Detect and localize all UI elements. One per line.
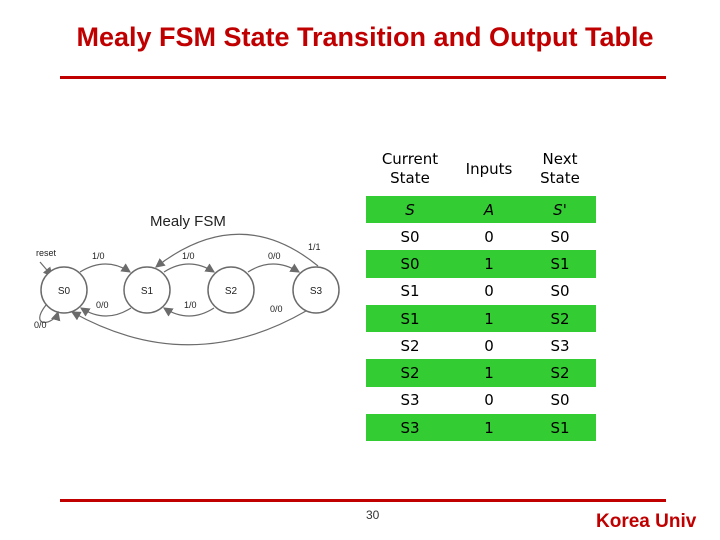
table-row [366, 250, 596, 277]
footer-brand: Korea Univ [596, 511, 697, 532]
cell-next: S2 [524, 305, 596, 332]
cell-current: S1 [366, 278, 454, 305]
table-row [366, 414, 596, 441]
cell-next: S1 [524, 414, 596, 441]
table-row [366, 223, 596, 250]
cell-next: S1 [524, 250, 596, 277]
transition-s0-self-label: 0/0 [34, 320, 47, 330]
state-s2 [208, 267, 254, 313]
cell-current: S0 [366, 250, 454, 277]
state-s1-label: S1 [140, 286, 154, 297]
symbol-input: A [454, 196, 524, 223]
cell-current: S2 [366, 359, 454, 386]
header-next-state-line2: State [540, 169, 580, 187]
transition-s3-s0-label: 0/0 [270, 304, 283, 314]
transition-s0-s1 [80, 264, 130, 272]
cell-current: S3 [366, 414, 454, 441]
cell-next: S0 [524, 223, 596, 250]
mealy-fsm-diagram [0, 200, 350, 350]
cell-current: S0 [366, 223, 454, 250]
transition-s2-s3-label: 0/0 [268, 251, 281, 261]
title-divider [60, 76, 666, 79]
state-s1 [124, 267, 170, 313]
state-s0-label: S0 [57, 286, 71, 297]
table-row [366, 332, 596, 359]
table-row [366, 387, 596, 414]
header-current-state-line1: Current [381, 150, 439, 168]
cell-next: S0 [524, 278, 596, 305]
header-next-state [524, 142, 596, 196]
cell-current: S3 [366, 387, 454, 414]
cell-next: S2 [524, 359, 596, 386]
transition-s3-s1-label: 1/1 [308, 242, 321, 252]
cell-input: 1 [454, 414, 524, 441]
diagram-title: Mealy FSM [150, 213, 226, 230]
transition-s1-s2-label: 1/0 [182, 251, 195, 261]
cell-current: S1 [366, 305, 454, 332]
symbol-row [366, 196, 596, 223]
cell-next: S0 [524, 387, 596, 414]
header-next-state-line1: Next [542, 150, 578, 168]
transition-s3-s1 [156, 234, 318, 267]
slide-title: Mealy FSM State Transition and Output Table [76, 22, 654, 52]
transition-s1-s0-label: 0/0 [96, 300, 109, 310]
transition-s0-s1-label: 1/0 [92, 251, 105, 261]
symbol-next: S' [524, 196, 596, 223]
footer-divider [60, 499, 666, 502]
cell-input: 1 [454, 359, 524, 386]
state-s3-label: S3 [309, 286, 323, 297]
cell-input: 0 [454, 387, 524, 414]
state-s3 [293, 267, 339, 313]
cell-input: 0 [454, 332, 524, 359]
header-current-state [366, 142, 454, 196]
table-row [366, 305, 596, 332]
cell-next: S3 [524, 332, 596, 359]
cell-input: 1 [454, 305, 524, 332]
cell-input: 0 [454, 278, 524, 305]
cell-input: 0 [454, 223, 524, 250]
transition-s2-s3 [248, 264, 299, 272]
page-number: 30 [366, 508, 380, 522]
header-current-state-line2: State [390, 169, 430, 187]
transition-s1-s2 [164, 264, 214, 272]
symbol-current: S [366, 196, 454, 223]
transition-s2-s1-label: 1/0 [184, 300, 197, 310]
table-row [366, 278, 596, 305]
state-s0 [41, 267, 87, 313]
reset-label: reset [36, 248, 57, 258]
cell-current: S2 [366, 332, 454, 359]
header-inputs: Inputs [454, 142, 524, 196]
cell-input: 1 [454, 250, 524, 277]
state-s2-label: S2 [224, 286, 238, 297]
table-row [366, 359, 596, 386]
state-transition-table [366, 142, 596, 441]
